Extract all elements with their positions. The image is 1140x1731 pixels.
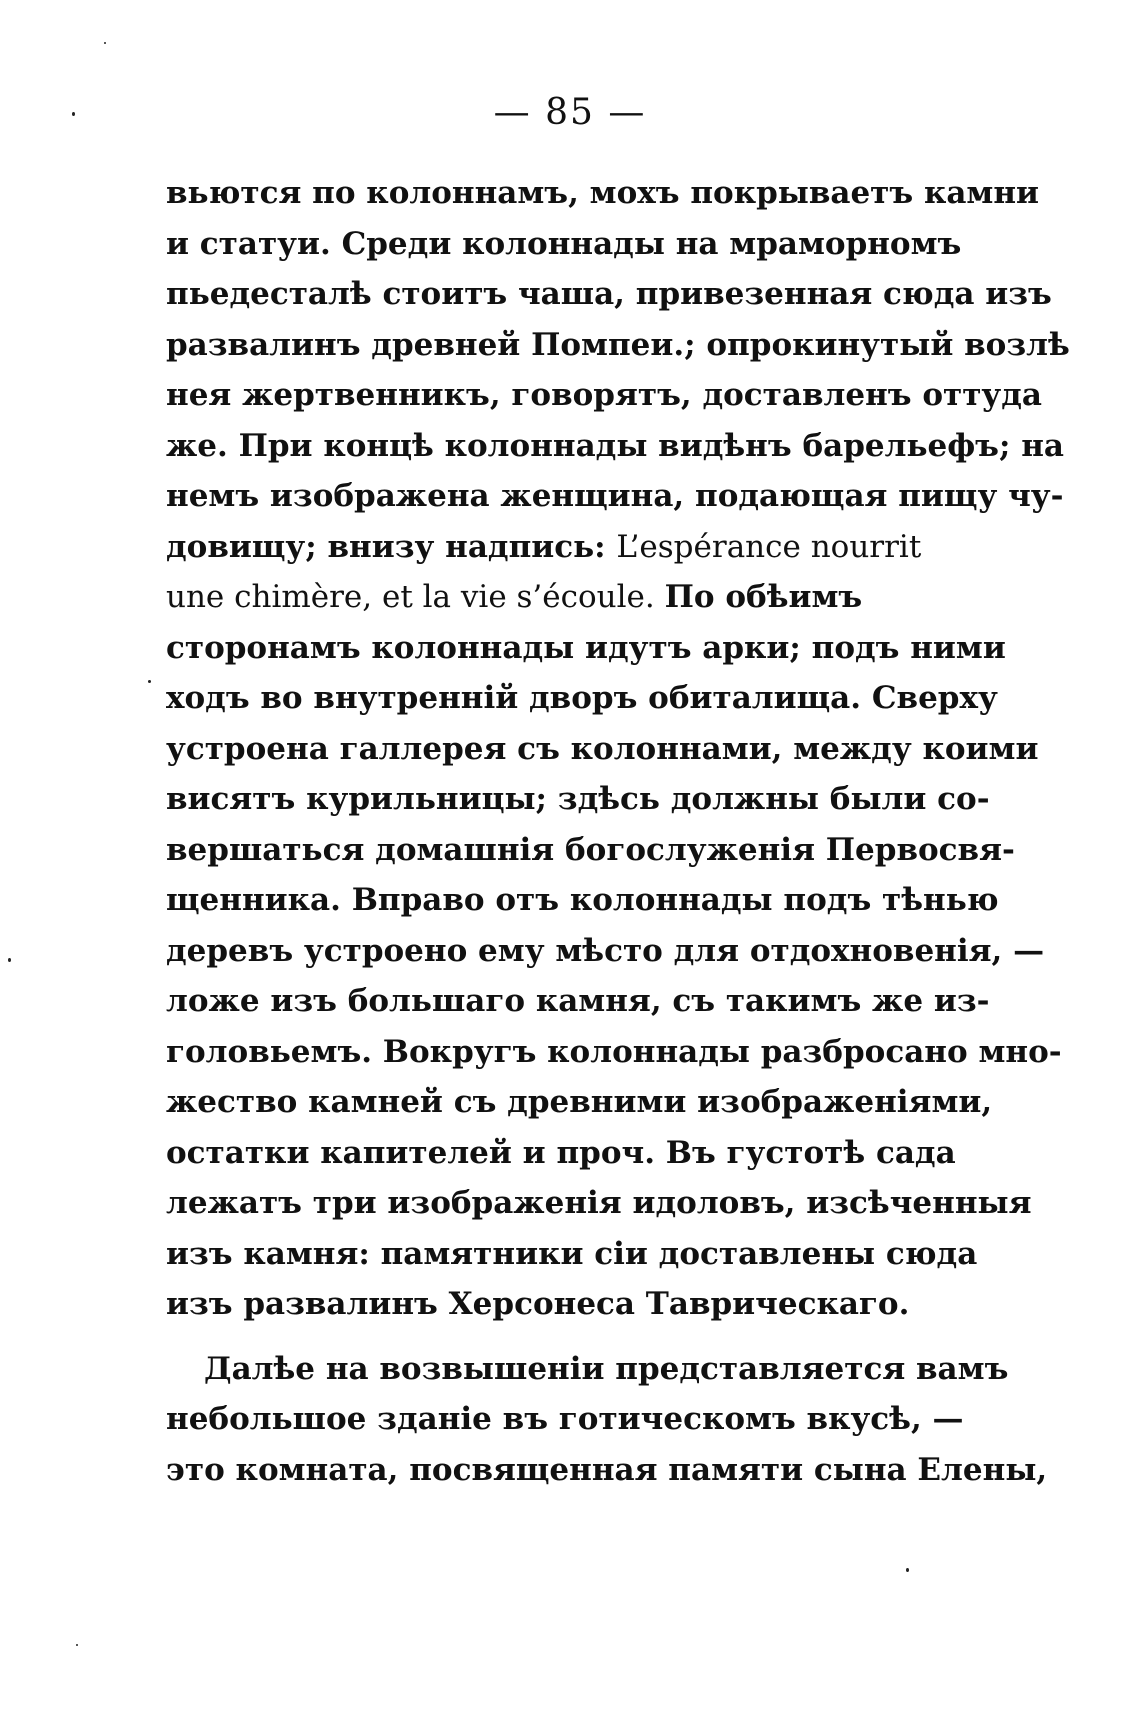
text-line-20: остатки капителей и проч. Въ густотѣ сада [166,1134,956,1171]
text-line-7: немъ изображена женщина, подающая пищу чу- [166,478,1064,514]
text-line-3: пьедесталѣ стоитъ чаша, привезенная сюда изъ [166,276,1052,312]
scan-speck [104,42,106,44]
text-line-9 [166,572,966,623]
text-line-14: вершаться домашнія богослуженія Первосвя- [166,831,1015,868]
text-line-25: небольшое зданіе въ готическомъ вкусѣ, — [166,1401,964,1437]
paragraph-gap [166,1330,966,1344]
scan-speck [72,112,75,116]
text-line-21: лежатъ три изображенія идоловъ, изсѣченныя [166,1185,1032,1221]
text-line-15: щенника. Вправо отъ колоннады подъ тѣнью [166,882,999,918]
body-text [166,168,1070,1495]
text-line-18: головьемъ. Вокругъ колоннады разбросано мно- [166,1033,1062,1070]
text-line-10: сторонамъ колоннады идутъ арки; подъ ними [166,629,1006,666]
page-number: — 85 — [493,92,647,133]
text-line-2: и статуи. Среди колоннады на мраморномъ [166,225,962,262]
text-line-4: развалинъ древней Помпеи.; опрокинутый возлѣ [166,326,1070,363]
scan-speck [906,1568,909,1572]
text-line-8-ru: довищу; внизу надпись: [166,528,617,565]
text-line-13: висятъ курильницы; здѣсь должны были со- [166,781,990,817]
text-line-8 [166,522,966,573]
scan-speck [76,1644,78,1646]
text-line-1: вьются по колоннамъ, мохъ покрываетъ камни [166,175,1040,211]
text-line-5: нея жертвенникъ, говорятъ, доставленъ оттуда [166,377,1043,413]
text-line-19: жество камней съ древними изображеніями, [166,1084,993,1120]
text-line-16: деревъ устроено ему мѣсто для отдохновенія, — [166,932,1045,969]
text-line-26: это комната, посвященная памяти сына Елены, [166,1451,1048,1488]
text-line-17: ложе изъ большаго камня, съ такимъ же из- [166,983,990,1019]
text-line-6: же. При концѣ колоннады видѣнъ барельефъ; на [166,427,1064,464]
text-line-23: изъ развалинъ Херсонеса Таврическаго. [166,1286,910,1322]
text-line-22: изъ камня: памятники сіи доставлены сюда [166,1235,978,1272]
text-line-11: ходъ во внутренній дворъ обиталища. Сверху [166,680,998,716]
text-line-24: Далѣе на возвышеніи представляется вамъ [204,1350,1009,1387]
scan-speck [8,958,11,962]
text-line-9-ru: По обѣимъ [664,579,863,615]
scan-speck [148,680,151,683]
text-line-12: устроена галлерея съ колоннами, между коими [166,730,1039,767]
french-quote-end: une chimère, et la vie s’écoule. [166,579,665,615]
french-quote-start: L’espérance nourrit [616,528,922,565]
